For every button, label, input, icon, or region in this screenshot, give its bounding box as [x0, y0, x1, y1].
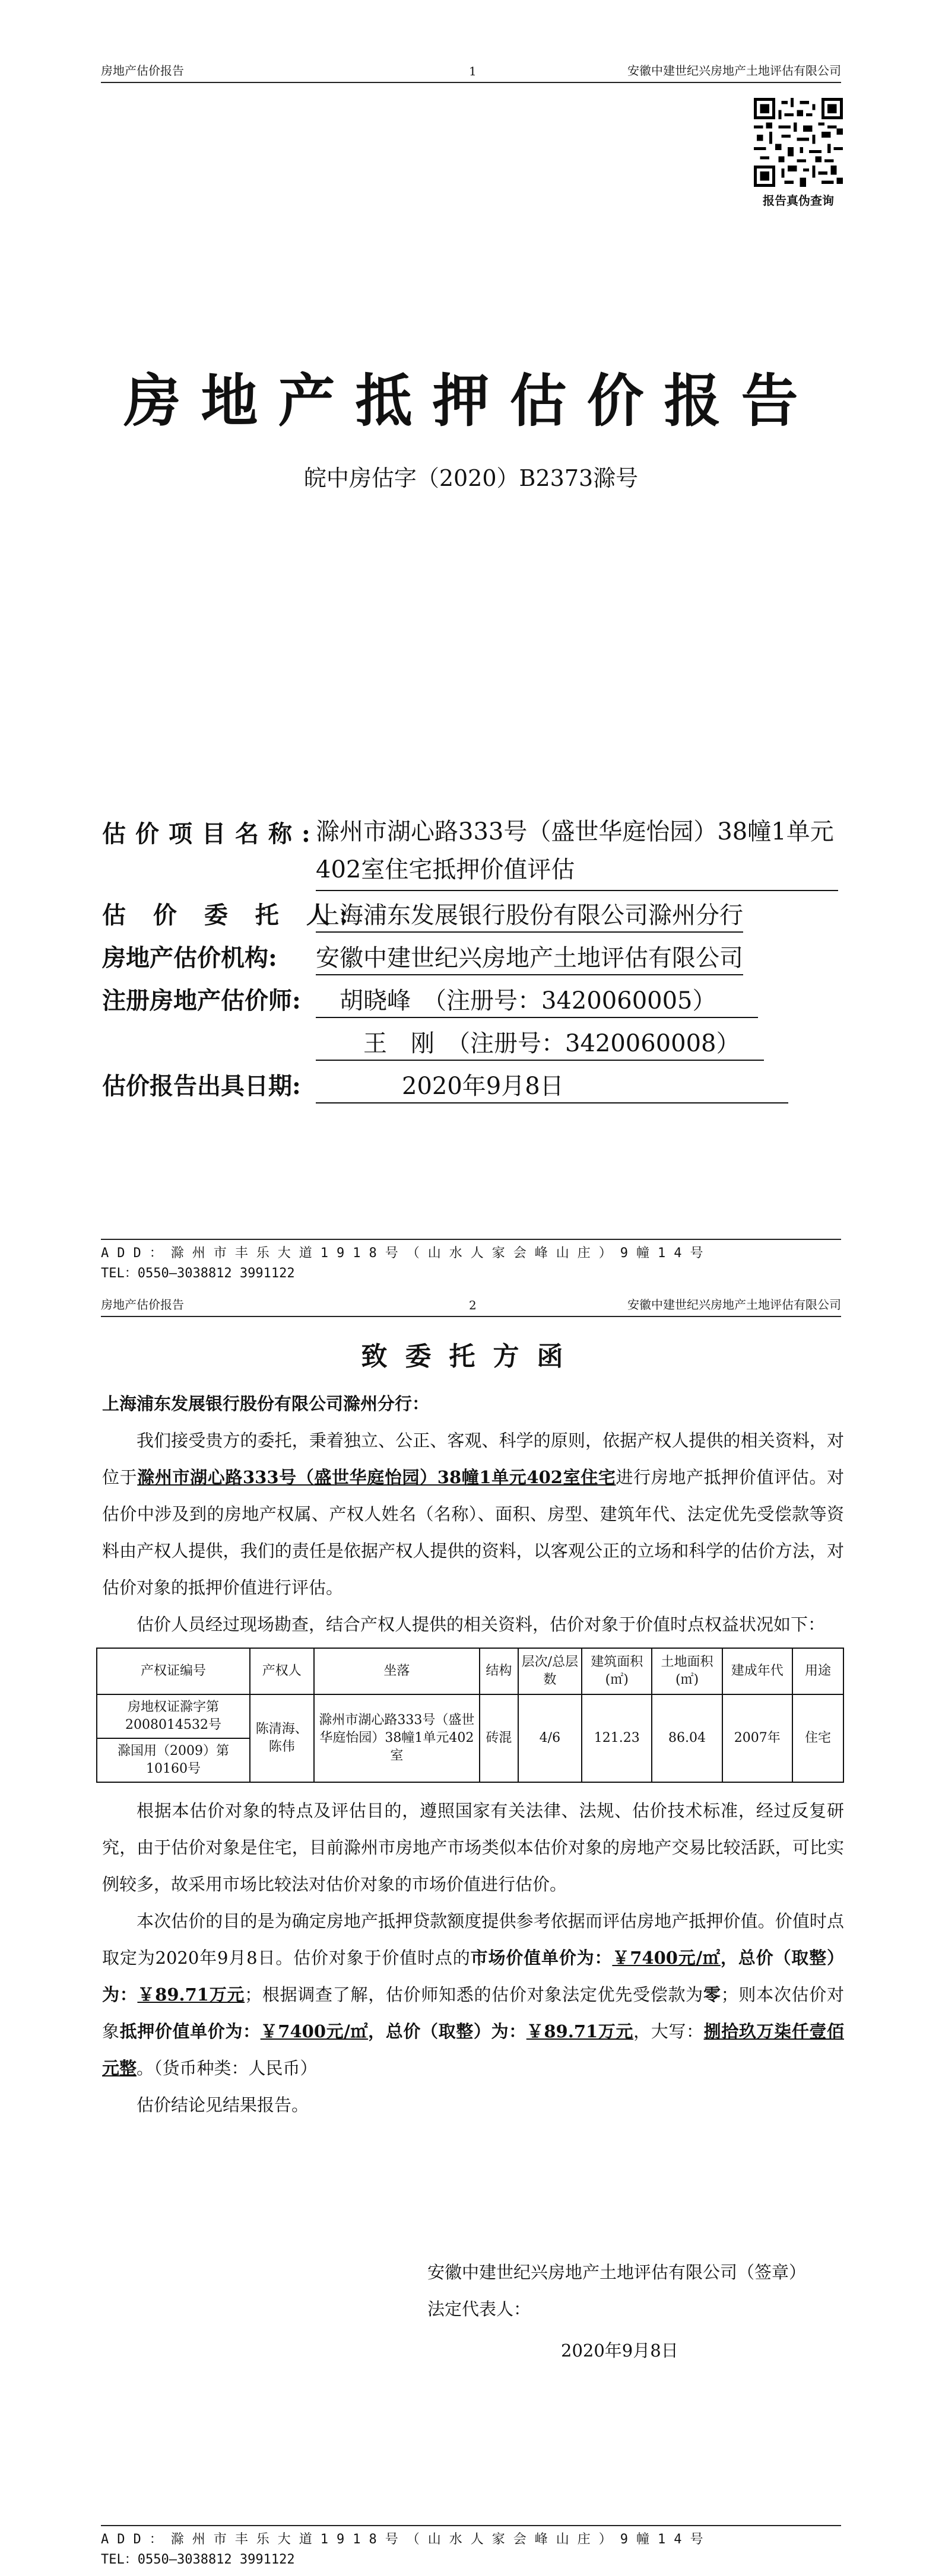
- report-title: 房地产抵押估价报告: [123, 367, 819, 434]
- letter-page: [0, 1287, 942, 2576]
- th-year: 建成年代: [722, 1648, 792, 1694]
- header-right: 安徽中建世纪兴房地产土地评估有限公司: [627, 63, 841, 78]
- agency-label: 房地产估价机构:: [102, 944, 277, 972]
- agency-row: [102, 940, 844, 975]
- paragraph-2: 估价人员经过现场勘查，结合产权人提供的相关资料，估价对象于价值时点权益状况如下：: [137, 1614, 826, 1634]
- paragraph-5: 估价结论见结果报告。: [137, 2095, 309, 2115]
- th-build-area: 建筑面积(㎡): [582, 1648, 652, 1694]
- appraiser-row-2: [102, 1025, 844, 1061]
- table-row: [97, 1694, 843, 1782]
- th-land-area: 土地面积(㎡): [652, 1648, 722, 1694]
- client-row: [102, 897, 844, 933]
- page-footer: [101, 2525, 841, 2570]
- legal-representative: 法定代表人：: [427, 2299, 531, 2319]
- footer-phone: TEL：0550—3038812 3991122: [101, 2552, 295, 2567]
- paragraph-1: 我们接受贵方的委托，秉着独立、公正、客观、科学的原则，依据产权人提供的相关资料，对位于滁州市湖心路333号（盛世华庭怡园）38幢1单元402室住宅进行房地产抵押价值评估。对估价中涉及到的房地产权属、产权人姓名（名称）、面积、房型、建筑年代、法定优先受偿款等资料由产权人提供，我们的责任是依据产权人提供的资料，以客观公正的立场和科学的估价方法，对估价对象的抵押价值进行评估。: [102, 1430, 844, 1598]
- appraiser-row: [102, 982, 844, 1018]
- table-header-row: [97, 1648, 843, 1694]
- cell-location: 滁州市湖心路333号（盛世华庭怡园）38幢1单元402室: [314, 1694, 480, 1782]
- property-table: [96, 1648, 844, 1783]
- appraiser-2: 王 刚 （注册号：3420060008）: [316, 1025, 764, 1061]
- project-value: 滁州市湖心路333号（盛世华庭怡园）38幢1单元402室住宅抵押价值评估: [316, 813, 838, 891]
- date-row: [102, 1068, 844, 1103]
- qr-caption: 报告真伪查询: [763, 193, 834, 208]
- date-label: 估价报告出具日期:: [102, 1072, 301, 1100]
- cell-build-area: 121.23: [582, 1694, 652, 1782]
- th-use: 用途: [792, 1648, 843, 1694]
- cell-cert: [97, 1694, 250, 1782]
- addressee: 上海浦东发展银行股份有限公司滁州分行：: [102, 1394, 430, 1414]
- cert-house: 房地权证滁字第2008014532号: [97, 1695, 249, 1739]
- paragraph-4: 本次估价的目的是为确定房地产抵押贷款额度提供参考依据而评估房地产抵押价值。价值时点取定为2020年9月8日。估价对象于价值时点的市场价值单价为：￥7400元/㎡，总价（取整）为：￥89.71万元；根据调查了解，估价师知悉的估价对象法定优先受偿款为零；则本次估价对象抵押价值单价为：￥7400元/㎡，总价（取整）为：￥89.71万元，大写：捌拾玖万柒仟壹佰元整。（货币种类：人民币）: [102, 1911, 844, 2078]
- cell-use: 住宅: [792, 1694, 843, 1782]
- th-cert: 产权证编号: [97, 1648, 250, 1694]
- header-left: 房地产估价报告: [101, 63, 184, 78]
- signature-date: 2020年9月8日: [561, 2340, 678, 2361]
- letter-body: [102, 1385, 844, 2123]
- th-floor: 层次/总层数: [518, 1648, 582, 1694]
- header-left: 房地产估价报告: [101, 1297, 184, 1312]
- th-location: 坐落: [314, 1648, 480, 1694]
- market-total-price: ￥89.71万元: [137, 1985, 245, 2005]
- client-label: 估 价 委 托 人:: [102, 901, 358, 929]
- header-page-number: 2: [469, 1298, 477, 1312]
- signature-company: 安徽中建世纪兴房地产土地评估有限公司（签章）: [427, 2262, 807, 2282]
- project-row: [102, 813, 844, 890]
- mortgage-unit-price: ￥7400元/㎡: [260, 2021, 369, 2041]
- page-footer: [101, 1239, 841, 1284]
- letter-title: 致委托方函: [361, 1341, 581, 1372]
- footer-phone: TEL：0550—3038812 3991122: [101, 1266, 295, 1281]
- footer-address: ADD：滁州市丰乐大道1918号（山水人家会峰山庄）9幢14号: [101, 1246, 712, 1261]
- header-page-number: 1: [469, 64, 477, 78]
- appraiser-label: 注册房地产估价师:: [102, 987, 301, 1015]
- cell-year: 2007年: [722, 1694, 792, 1782]
- amount-in-words: 捌拾玖万柒仟壹佰元整: [102, 2021, 844, 2078]
- report-info-block: [102, 813, 844, 1111]
- cert-land: 滁国用（2009）第10160号: [118, 1744, 230, 1776]
- client-value: 上海浦东发展银行股份有限公司滁州分行: [316, 896, 743, 933]
- property-address: 滁州市湖心路333号（盛世华庭怡园）38幢1单元402室住宅: [137, 1467, 616, 1487]
- cell-floor: 4/6: [518, 1694, 582, 1782]
- th-owner: 产权人: [250, 1648, 314, 1694]
- appraiser-1: 胡晓峰 （注册号：3420060005）: [316, 982, 758, 1018]
- qr-code-icon[interactable]: [754, 98, 843, 187]
- footer-address: ADD：滁州市丰乐大道1918号（山水人家会峰山庄）9幢14号: [101, 2532, 712, 2547]
- page-header: [101, 1293, 841, 1317]
- priority-claim: 零: [703, 1985, 721, 2005]
- cell-owner: 陈清海、陈伟: [250, 1694, 314, 1782]
- document-number: 皖中房估字（2020）B2373滁号: [303, 465, 639, 491]
- page-header: [101, 59, 841, 83]
- date-value: 2020年9月8日: [316, 1067, 788, 1103]
- agency-value: 安徽中建世纪兴房地产土地评估有限公司: [316, 939, 743, 975]
- cell-structure: 砖混: [480, 1694, 518, 1782]
- market-unit-price: ￥7400元/㎡: [612, 1948, 721, 1968]
- paragraph-3: 根据本估价对象的特点及评估目的，遵照国家有关法律、法规、估价技术标准，经过反复研究，由于估价对象是住宅，目前滁州市房地产市场类似本估价对象的房地产交易比较活跃，可比实例较多，故采用市场比较法对估价对象的市场价值进行估价。: [102, 1801, 844, 1894]
- project-label: 估价项目名称:: [102, 820, 320, 848]
- mortgage-total-price: ￥89.71万元: [526, 2021, 634, 2041]
- th-structure: 结构: [480, 1648, 518, 1694]
- report-cover-page: [0, 0, 942, 1287]
- header-right: 安徽中建世纪兴房地产土地评估有限公司: [627, 1297, 841, 1312]
- cell-land-area: 86.04: [652, 1694, 722, 1782]
